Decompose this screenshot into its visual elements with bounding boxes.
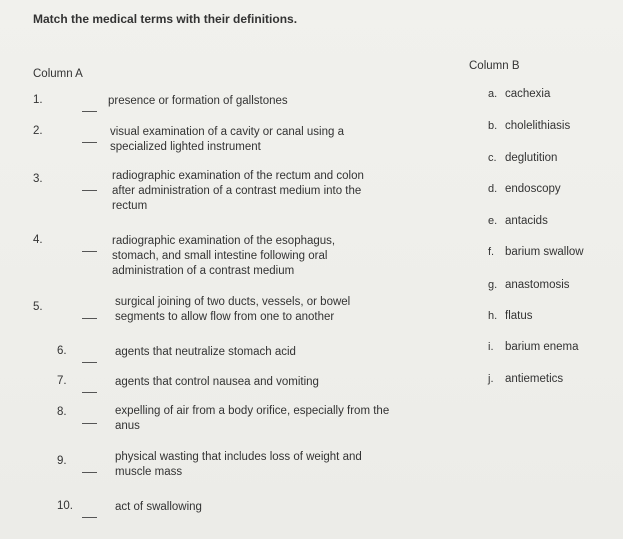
item-number: 1. (33, 94, 43, 106)
answer-blank[interactable] (82, 517, 97, 518)
answer-blank[interactable] (82, 111, 97, 112)
item-definition: presence or formation of gallstones (108, 95, 288, 107)
answer-blank[interactable] (82, 392, 97, 393)
answer-blank[interactable] (82, 423, 97, 424)
option-letter: f. (488, 246, 495, 258)
item-definition: radiographic examination of the rectum and colon after administration of a contrast medium into the rectum (112, 170, 364, 212)
option-term: endoscopy (505, 183, 561, 195)
option-letter: h. (488, 310, 498, 322)
item-definition: surgical joining of two ducts, vessels, or bowel segments to allow flow from one to another (115, 296, 351, 323)
item-definition: physical wasting that includes loss of weight and muscle mass (115, 451, 362, 478)
item-number: 8. (57, 406, 67, 418)
option-letter: e. (488, 215, 498, 227)
item-number: 2. (33, 125, 43, 137)
option-term: cachexia (505, 88, 551, 100)
option-term: barium swallow (505, 246, 584, 258)
item-definition: radiographic examination of the esophagus, stomach, and small intestine following oral administration of a contrast medium (112, 235, 336, 277)
column-b-heading: Column B (469, 60, 520, 72)
option-term: antiemetics (505, 373, 564, 385)
answer-blank[interactable] (82, 472, 97, 473)
option-term: barium enema (505, 341, 579, 353)
option-term: flatus (505, 310, 533, 322)
option-letter: b. (488, 120, 498, 132)
instructions: Match the medical terms with their definitions. (33, 12, 298, 26)
item-number: 6. (57, 345, 67, 357)
option-letter: j. (488, 373, 494, 385)
item-definition: visual examination of a cavity or canal using a specialized lighted instrument (110, 126, 344, 153)
item-definition: agents that control nausea and vomiting (115, 376, 319, 388)
item-definition: expelling of air from a body orifice, especially from the anus (115, 405, 390, 432)
option-letter: a. (488, 88, 498, 100)
item-number: 10. (57, 500, 73, 512)
option-term: antacids (505, 215, 548, 227)
option-term: anastomosis (505, 279, 570, 291)
answer-blank[interactable] (82, 318, 97, 319)
answer-blank[interactable] (82, 190, 97, 191)
column-a-heading: Column A (33, 68, 83, 80)
item-number: 7. (57, 375, 67, 387)
answer-blank[interactable] (82, 251, 97, 252)
item-number: 9. (57, 455, 67, 467)
option-letter: i. (488, 341, 494, 353)
option-term: deglutition (505, 152, 558, 164)
option-letter: g. (488, 279, 498, 291)
answer-blank[interactable] (82, 142, 97, 143)
option-letter: c. (488, 152, 497, 164)
option-term: cholelithiasis (505, 120, 571, 132)
item-number: 3. (33, 173, 43, 185)
item-number: 5. (33, 301, 43, 313)
option-letter: d. (488, 183, 498, 195)
answer-blank[interactable] (82, 362, 97, 363)
item-number: 4. (33, 234, 43, 246)
item-definition: agents that neutralize stomach acid (115, 346, 296, 358)
item-definition: act of swallowing (115, 501, 202, 513)
